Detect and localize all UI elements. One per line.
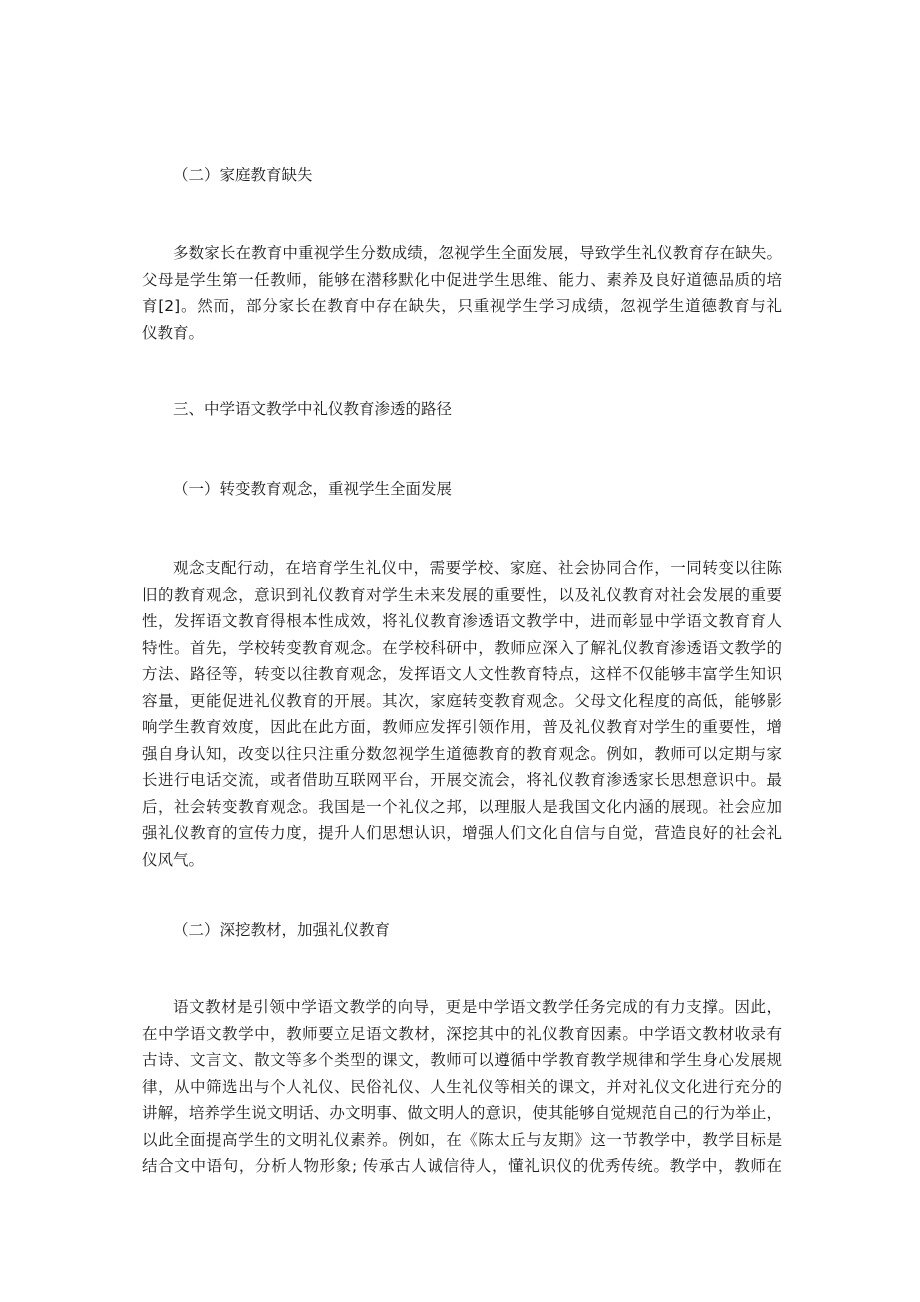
section-heading-paths: 三、中学语文教学中礼仪教育渗透的路径 [173,400,453,418]
paragraph-change-concept [142,555,782,873]
section-heading-change-concept: （一）转变教育观念，重视学生全面发展 [173,480,453,498]
paragraph-textbook [142,994,782,1180]
text-line: 育[2]。然而，部分家长在教育中存在缺失，只重视学生学习成绩，忽视学生道德教育与礼 [142,297,782,315]
text-line: 古诗、文言文、散文等多个类型的课文，教师可以遵循中学教育教学规律和学生身心发展规 [142,1051,782,1069]
paragraph-family-education [142,240,782,346]
text-line: 响学生教育效度，因此在此方面，教师应发挥引领作用，普及礼仪教育对学生的重要性，增 [142,718,782,736]
text-line: 仪风气。 [142,850,205,869]
text-line: 旧的教育观念，意识到礼仪教育对学生未来发展的重要性，以及礼仪教育对社会发展的重要 [142,585,782,604]
text-line: 容量，更能促进礼仪教育的开展。其次，家庭转变教育观念。父母文化程度的高低，能够影 [142,691,782,710]
text-line: 方法、路径等，转变以往教育观念，发挥语文人文性教育特点，这样不仅能够丰富学生知识 [142,665,782,683]
text-line: 在中学语文教学中，教师要立足语文教材，深挖其中的礼仪教育因素。中学语文教材收录有 [142,1024,782,1043]
section-heading-textbook: （二）深挖教材，加强礼仪教育 [173,921,391,939]
text-line: 讲解，培养学生说文明话、办文明事、做文明人的意识，使其能够自觉规范自己的行为举止， [142,1104,782,1122]
text-line: 仪教育。 [142,323,205,342]
text-line: 长进行电话交流，或者借助互联网平台，开展交流会，将礼仪教育渗透家长思想意识中。最 [142,771,782,789]
text-line: 观念支配行动，在培育学生礼仪中，需要学校、家庭、社会协同合作，一同转变以往陈 [173,559,782,577]
text-line: 强自身认知，改变以往只注重分数忽视学生道德教育的教育观念。例如，教师可以定期与家 [142,744,782,763]
text-line: 律，从中筛选出与个人礼仪、民俗礼仪、人生礼仪等相关的课文，并对礼仪文化进行充分的 [142,1077,782,1096]
text-line: 强礼仪教育的宣传力度，提升人们思想认识，增强人们文化自信与自觉，营造良好的社会礼 [142,824,782,842]
text-line: 特性。首先，学校转变教育观念。在学校科研中，教师应深入了解礼仪教育渗透语文教学的 [142,638,782,657]
text-line: 多数家长在教育中重视学生分数成绩，忽视学生全面发展，导致学生礼仪教育存在缺失。 [173,244,782,262]
text-line: 性，发挥语文教育得根本性成效，将礼仪教育渗透语文教学中，进而彰显中学语文教育育人 [142,612,782,630]
section-heading-family-education: （二）家庭教育缺失 [173,166,313,184]
text-line: 后，社会转变教育观念。我国是一个礼仪之邦，以理服人是我国文化内涵的展现。社会应加 [142,797,782,816]
text-line: 以此全面提高学生的文明礼仪素养。例如，在《陈太丘与友期》这一节教学中，教学目标是 [142,1130,782,1149]
text-line: 语文教材是引领中学语文教学的向导，更是中学语文教学任务完成的有力支撑。因此， [173,998,782,1016]
text-line: 结合文中语句，分析人物形象; 传承古人诚信待人，懂礼识仪的优秀传统。教学中，教师在 [142,1157,782,1175]
text-line: 父母是学生第一任教师，能够在潜移默化中促进学生思维、能力、素养及良好道德品质的培 [142,270,782,289]
